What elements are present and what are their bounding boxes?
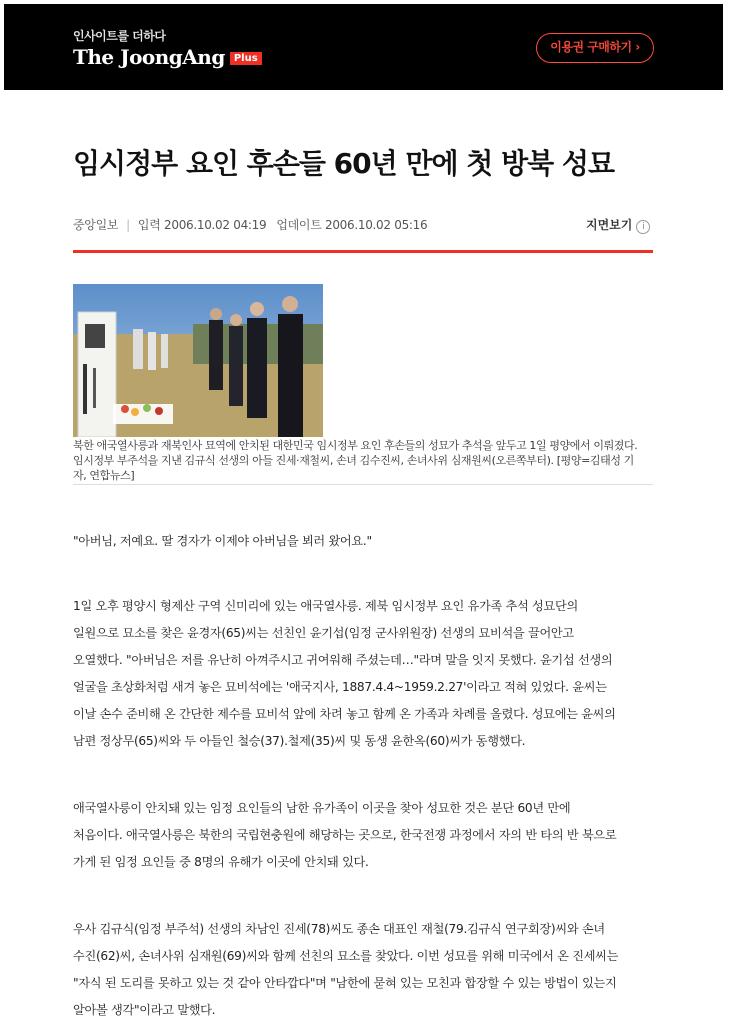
paragraph-line: 남편 정상무(65)씨와 두 아들인 철승(37).철제(35)씨 및 동생 윤한옥(60)씨가 동행했다. xyxy=(73,734,526,748)
paragraph-2 xyxy=(73,795,663,876)
paragraph-line: 1일 오후 평양시 형제산 구역 신미리에 있는 애국열사릉. 제북 임시정부 요인 유가족 추석 성묘단의 xyxy=(73,599,578,613)
header-divider xyxy=(73,250,653,253)
meta-divider: | xyxy=(126,218,130,232)
article-source[interactable]: 중앙일보 xyxy=(73,218,119,232)
paragraph-line: 일원으로 묘소를 찾은 윤경자(65)씨는 선친인 윤기섭(임정 군사위원장) 선생의 묘비석을 끌어안고 xyxy=(73,626,574,640)
paragraph-line: 얼굴을 초상화처럼 새겨 놓은 묘비석에는 '애국지사, 1887.4.4~1959.2.27'이라고 적혀 있었다. 윤씨는 xyxy=(73,680,607,694)
info-icon[interactable]: i xyxy=(636,220,650,234)
site-logo[interactable] xyxy=(73,45,262,69)
caption-line: 임시정부 부주석을 지낸 김규식 선생의 아들 진세·재철씨, 손녀 김수진씨, 손녀사위 심재원씨(오른쪽부터). [평양=김태성 기 xyxy=(73,454,634,467)
paragraph-quote xyxy=(73,528,663,555)
paragraph-line: 우사 김규식(임정 부주석) 선생의 차남인 진세(78)씨도 종손 대표인 재철(79.김규식 연구회장)씨와 손녀 xyxy=(73,922,605,936)
article-meta xyxy=(73,216,427,233)
paragraph-1 xyxy=(73,593,663,755)
site-header xyxy=(4,4,723,90)
paragraph-line: 애국열사릉이 안치돼 있는 임정 요인들의 남한 유가족이 이곳을 찾아 성묘한 것은 분단 60년 만에 xyxy=(73,801,571,815)
paragraph-line: 오열했다. "아버님은 저를 유난히 아껴주시고 귀여워해 주셨는데…"라며 말을 잇지 못했다. 윤기섭 선생의 xyxy=(73,653,613,667)
paragraph-line: 수진(62)씨, 손녀사위 심재원(69)씨와 함께 선친의 묘소를 찾았다. 이번 성묘를 위해 미국에서 온 진세씨는 xyxy=(73,949,619,963)
header-tagline: 인사이트를 더하다 xyxy=(73,29,166,43)
paragraph-line: 알아볼 생각"이라고 말했다. xyxy=(73,1003,216,1017)
article-photo[interactable] xyxy=(73,284,323,437)
caption-divider xyxy=(73,484,653,485)
pdf-view-label: 지면보기 xyxy=(586,218,633,232)
paragraph-line: 이날 손수 준비해 온 간단한 제수를 묘비석 앞에 차려 놓고 함께 온 가족과 차례를 올렸다. 성묘에는 윤씨의 xyxy=(73,707,616,721)
paragraph-line: 처음이다. 애국열사릉은 북한의 국립현충원에 해당하는 곳으로, 한국전쟁 과정에서 자의 반 타의 반 북으로 xyxy=(73,828,617,842)
photo-illustration xyxy=(73,284,323,437)
caption-line: 북한 애국열사릉과 재북인사 묘역에 안치된 대한민국 임시정부 요인 후손들의 성묘가 추석을 앞두고 1일 평양에서 이뤄졌다. xyxy=(73,439,638,452)
paragraph-line: "자식 된 도리를 못하고 있는 것 같아 안타깝다"며 "남한에 묻혀 있는 모친과 합장할 수 있는 방법이 있는지 xyxy=(73,976,617,990)
logo-text: The JoongAng xyxy=(73,45,225,69)
pdf-view-button[interactable] xyxy=(586,216,650,234)
updated-time: 업데이트 2006.10.02 05:16 xyxy=(276,218,428,232)
caption-line: 자, 연합뉴스] xyxy=(73,469,135,482)
published-time: 입력 2006.10.02 04:19 xyxy=(137,218,267,232)
paragraph-line: 가게 된 임정 요인들 중 8명의 유해가 이곳에 안치돼 있다. xyxy=(73,855,369,869)
subscribe-button[interactable]: 이용권 구매하기 › xyxy=(536,33,654,63)
photo-caption xyxy=(73,438,655,483)
paragraph-line: "아버님, 저예요. 딸 경자가 이제야 아버님을 뵈러 왔어요." xyxy=(73,534,372,548)
article-headline: 임시정부 요인 후손들 60년 만에 첫 방북 성묘 xyxy=(73,147,615,180)
logo-plus-badge: Plus xyxy=(230,52,262,65)
paragraph-3 xyxy=(73,916,663,1024)
